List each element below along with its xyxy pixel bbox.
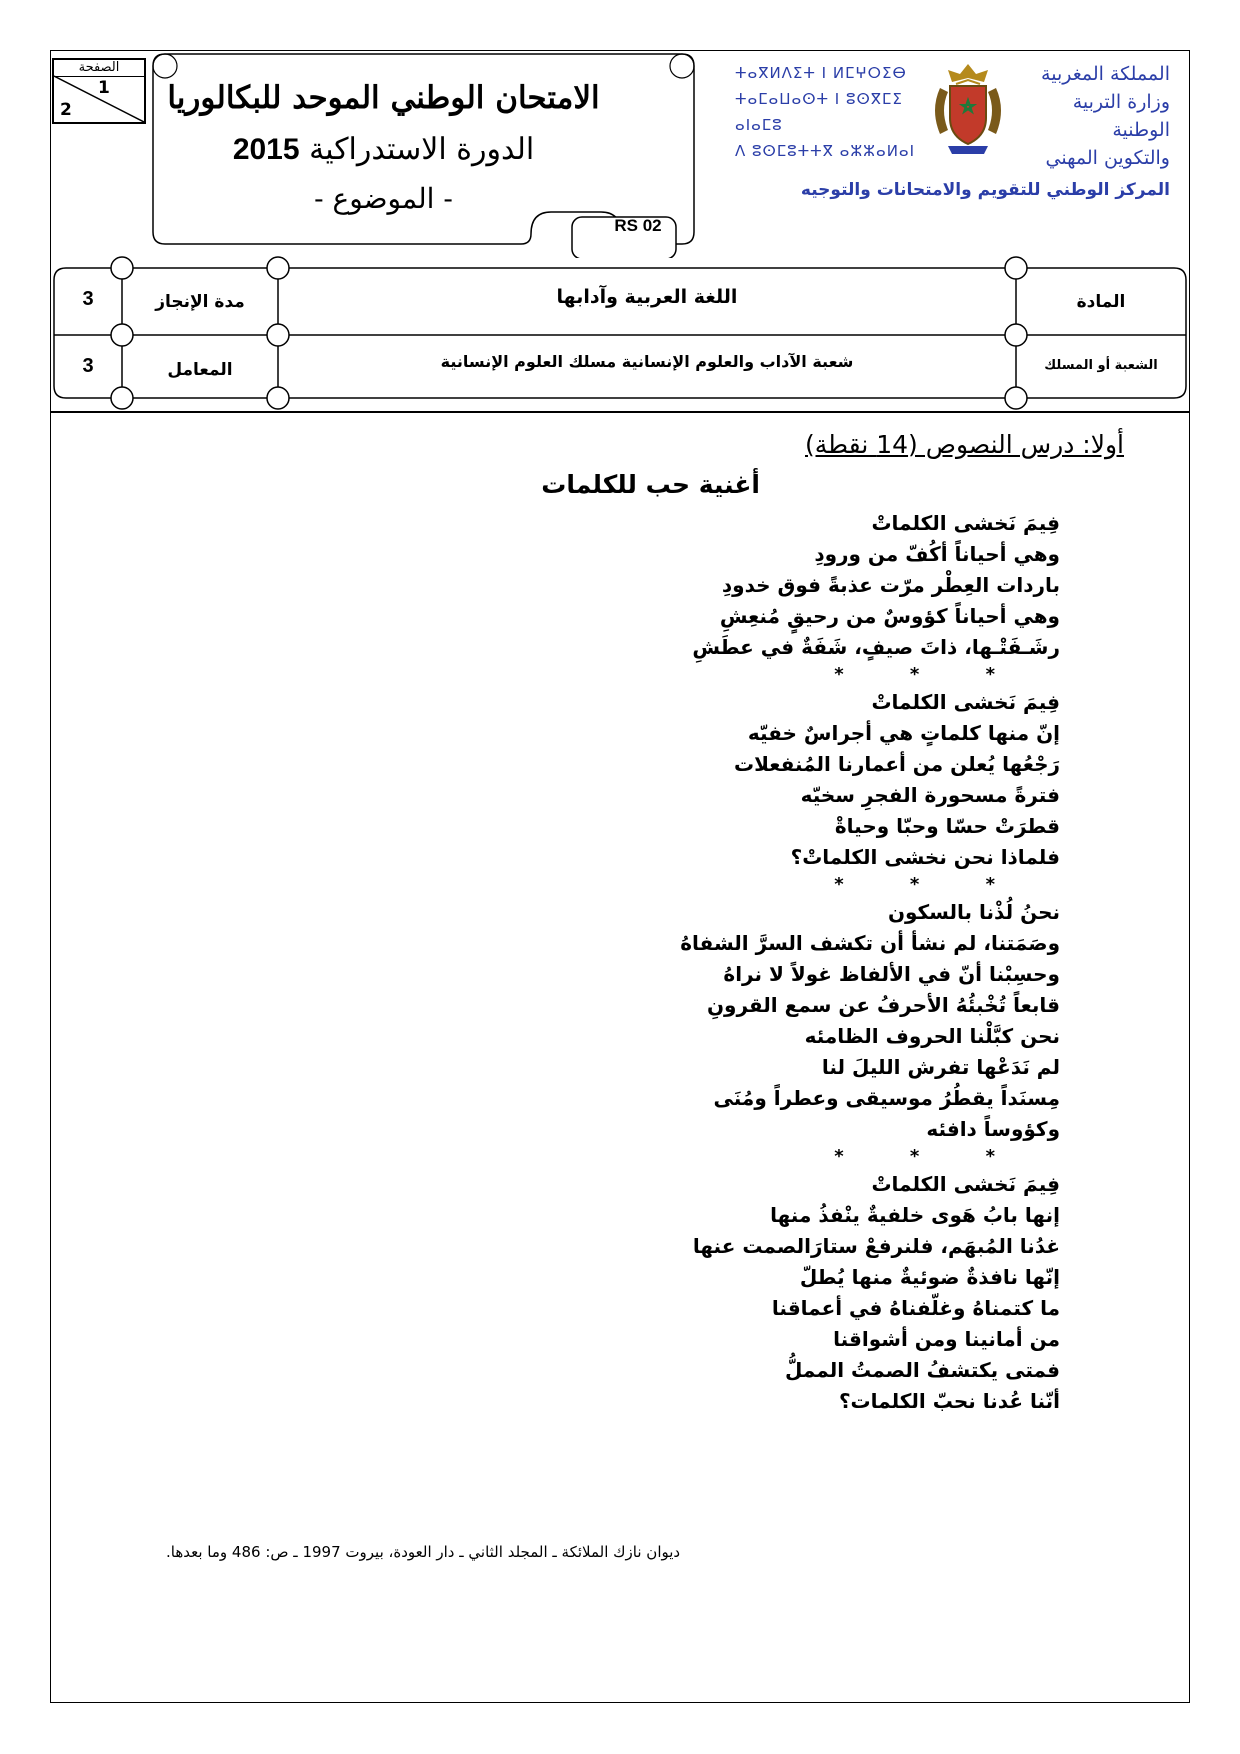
poem-line: نحن كبَّلْنا الحروف الظامئه	[804, 1024, 1060, 1048]
poem-line: باردات العِطْر مرّت عذبةً فوق خدودِ	[721, 573, 1060, 597]
branch-label: الشعبة أو المسلك	[1044, 358, 1158, 373]
subject-label: المادة	[1076, 292, 1126, 312]
stanza-separator: * * *	[834, 874, 1025, 895]
ministry-line-3: والتكوين المهني	[1045, 147, 1170, 169]
poem-line: فِيمَ نَخشى الكلماتْ	[871, 690, 1060, 714]
page-label: الصفحة	[54, 60, 144, 77]
tifinagh-line-3: ⴷ ⵓⵙⵎⵓⵜⵜⴳ ⴰⵣⵣⴰⵍⴰⵏ	[735, 142, 916, 160]
poem-line: فترةً مسحورة الفجرِ سخيّه	[800, 783, 1060, 807]
session-label: الدورة الاستدراكية	[309, 132, 535, 167]
page-total: 2	[60, 100, 72, 120]
exam-code: RS 02	[614, 216, 662, 235]
page-current: 1	[98, 78, 110, 98]
poem-line: فِيمَ نَخشى الكلماتْ	[871, 1172, 1060, 1196]
poem-line: نحنُ لُذْنا بالسكون	[887, 900, 1060, 924]
poem-text	[680, 508, 1060, 1417]
duration-value: 3	[82, 288, 94, 310]
poem-line: وهي أحياناً أكُفّ من ورودِ	[814, 542, 1060, 566]
poem-source: ديوان نازك الملائكة ـ المجلد الثاني ـ دار العودة، بيروت 1997 ـ ص: 486 وما بعدها.	[166, 1543, 681, 1561]
header-divider	[50, 411, 1190, 413]
section-heading: أولا: درس النصوص (14 نقطة)	[805, 430, 1124, 459]
poem-line: إنها بابُ هَوى خلفيةٌ ينْفذُ منها	[770, 1203, 1060, 1227]
poem-line: من أمانينا ومن أشواقنا	[833, 1327, 1060, 1351]
coef-label: المعامل	[167, 360, 233, 380]
duration-label: مدة الإنجاز	[155, 292, 245, 312]
ministry-line-1: المملكة المغربية	[1041, 63, 1170, 85]
poem-line: وهي أحياناً كؤوسٌ من رحيقٍ مُنعِشِ	[719, 604, 1060, 628]
poem-line: وصَمَتنا، لم نشأ أن تكشف السرَّ الشفاهُ	[680, 931, 1060, 955]
assessment-center-name: المركز الوطني للتقويم والامتحانات والتوجيه	[800, 180, 1170, 200]
tifinagh-line-2: ⵜⴰⵎⴰⵡⴰⵙⵜ ⵏ ⵓⵙⴳⵎⵉ ⴰⵏⴰⵎⵓ	[735, 90, 903, 134]
poem-line: أنّنا عُدنا نحبّ الكلمات؟	[838, 1389, 1060, 1413]
poem-line: رَجْعُها يُعلن من أعمارنا المُنفعلات	[734, 752, 1060, 776]
poem-line: قابعاً تُخْبئُهُ الأحرفُ عن سمع القرونِ	[706, 993, 1060, 1017]
exam-title: الامتحان الوطني الموحد للبكالوريا	[167, 80, 600, 116]
poem-line: إنّ منها كلماتٍ هي أجراسٌ خفيّه	[747, 721, 1060, 745]
poem-line: ما كتمناهُ وغلّفناهُ في أعماقنا	[771, 1296, 1060, 1320]
subject-value: اللغة العربية وآدابها	[556, 286, 738, 308]
poem-line: فمتى يكتشفُ الصمتُ المملُّ	[785, 1358, 1060, 1382]
poem-line: رشَـفَتْـها، ذاتَ صيفٍ، شَفَةٌ في عطَشِ	[692, 635, 1060, 659]
poem-title: أغنية حب للكلمات	[541, 470, 760, 499]
tifinagh-line-1: ⵜⴰⴳⵍⴷⵉⵜ ⵏ ⵍⵎⵖⵔⵉⴱ	[735, 64, 907, 82]
coef-value: 3	[82, 355, 94, 377]
branch-value: شعبة الآداب والعلوم الإنسانية مسلك العلوم الإنسانية	[440, 352, 854, 371]
stanza-separator: * * *	[834, 664, 1025, 685]
poem-line: غدُنا المُبهَم، فلنرفعْ ستارَالصمت عنها	[692, 1234, 1060, 1258]
stanza-separator: * * *	[834, 1146, 1025, 1167]
poem-line: وحسِبْنا أنّ في الألفاظ غولاً لا نراهُ	[723, 962, 1060, 986]
subject-word: - الموضوع -	[314, 182, 453, 215]
poem-line: مِسنَداً يقطُرُ موسيقى وعطراً ومُنَى	[713, 1086, 1060, 1110]
poem-line: وكؤوساً دافئه	[926, 1117, 1060, 1141]
poem-line: قطرَتْ حسّا وحبّا وحياةْ	[834, 814, 1060, 838]
poem-line: إنّها نافذةٌ ضوئيةٌ منها يُطلّ	[799, 1265, 1060, 1289]
ministry-line-2: وزارة التربية الوطنية	[1072, 91, 1170, 141]
poem-line: لم نَدَعْها تفرش الليلَ لنا	[821, 1055, 1060, 1079]
session-year: 2015	[232, 133, 300, 166]
poem-line: فِيمَ نَخشى الكلماتْ	[871, 511, 1060, 535]
poem-line: فلماذا نحن نخشى الكلماتْ؟	[790, 845, 1060, 869]
